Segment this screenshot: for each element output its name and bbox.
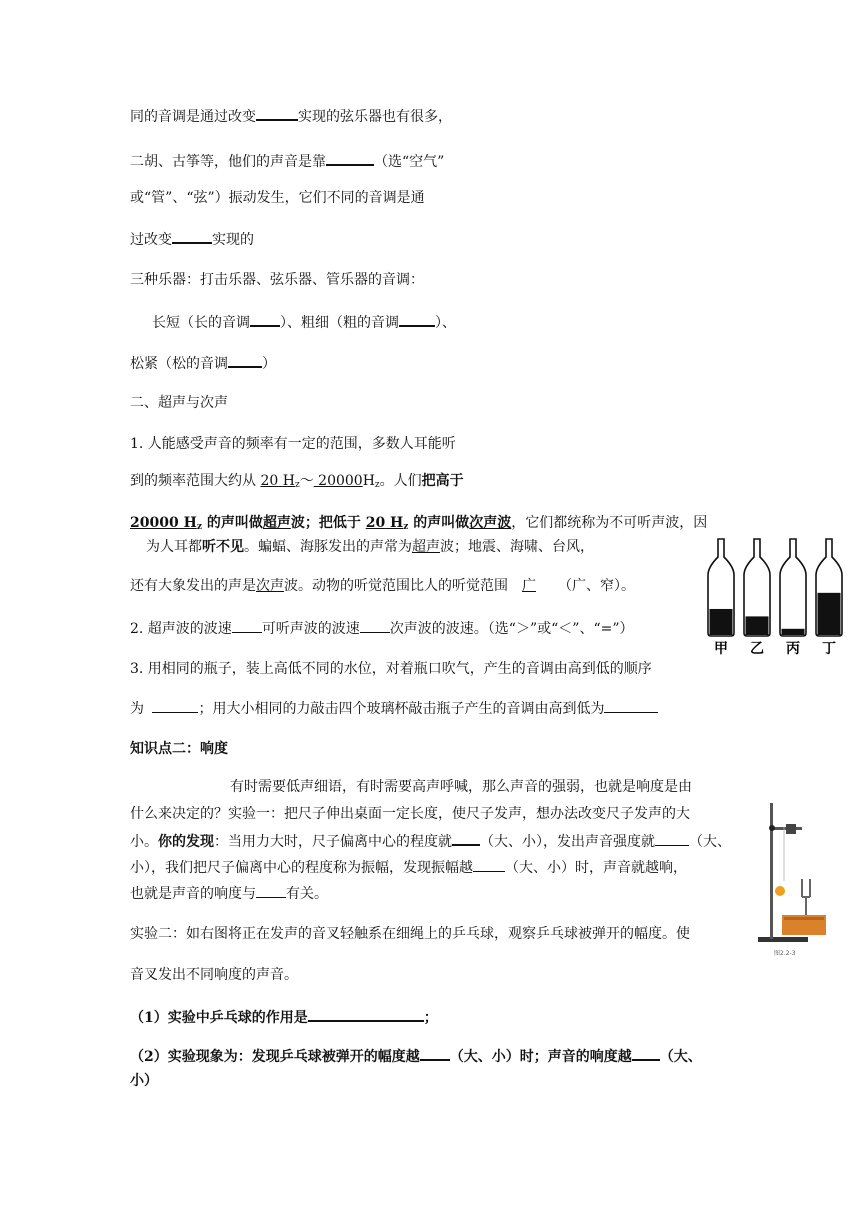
text: 的声叫做 bbox=[408, 515, 470, 531]
fill-blank[interactable] bbox=[256, 105, 298, 121]
ping-pong-ball bbox=[775, 886, 785, 896]
text: ）、粗细（粗的音调 bbox=[280, 315, 399, 331]
bottle-label: 丁 bbox=[822, 641, 836, 657]
text: （大、小）时，声音就越响， bbox=[505, 860, 687, 876]
text-line bbox=[130, 883, 328, 904]
text-line bbox=[130, 105, 452, 127]
text: ～ bbox=[299, 473, 314, 489]
fill-blank[interactable] bbox=[172, 228, 212, 244]
text: 。人们 bbox=[379, 473, 422, 489]
text-line: 三种乐器：打击乐器、弦乐器、管乐器的音调： bbox=[130, 272, 424, 288]
text: 松紧（松的音调 bbox=[130, 356, 228, 372]
text: ：当用力大时，尺子偏离中心的程度就 bbox=[214, 834, 452, 850]
text: ）、 bbox=[435, 315, 456, 331]
clamp bbox=[769, 825, 775, 831]
text: z bbox=[374, 480, 380, 490]
text-line: 或“管”、“弦”）振动发生，它们不同的音调是通 bbox=[130, 190, 425, 206]
bottle-water-fill bbox=[746, 616, 769, 635]
fill-blank[interactable] bbox=[308, 1006, 424, 1022]
answer: 次声波 bbox=[469, 515, 512, 531]
answer: 超声 bbox=[262, 515, 291, 531]
bottles-figure bbox=[702, 533, 848, 658]
answer: 次声 bbox=[256, 578, 284, 594]
text-line bbox=[130, 228, 254, 250]
bottle-water-fill bbox=[782, 629, 805, 635]
stand-rod bbox=[770, 803, 773, 939]
text-line: 有时需要低声细语，有时需要高声呼喊，那么声音的强弱，也就是响度是由 bbox=[230, 779, 692, 795]
text: ，它们都统称为不可听声波，因 bbox=[511, 515, 708, 531]
text: （大、 bbox=[689, 834, 731, 850]
box-edge bbox=[784, 917, 824, 920]
text-line bbox=[152, 311, 456, 333]
bottle bbox=[780, 539, 806, 636]
text-line bbox=[130, 513, 707, 537]
text: 有关。 bbox=[286, 886, 328, 902]
text: 也就是声音的响度与 bbox=[130, 886, 256, 902]
text: ；用大小相同的力敲击四个玻璃杯敲击瓶子产生的音调由高到低为 bbox=[198, 701, 605, 717]
text-line bbox=[130, 830, 731, 852]
answer: 20000 bbox=[318, 473, 363, 489]
text: 到的频率范围大约从 bbox=[130, 473, 261, 489]
text: 小），我们把尺子偏离中心的程度称为振幅，发现振幅越 bbox=[130, 860, 473, 876]
fill-blank[interactable] bbox=[250, 311, 280, 327]
text-line bbox=[130, 618, 634, 639]
fill-blank[interactable] bbox=[256, 883, 286, 898]
text: 波。动物的听觉范围比人的听觉范围 bbox=[284, 578, 508, 594]
text: 把高于 bbox=[421, 473, 464, 489]
text: ； bbox=[423, 1010, 438, 1026]
text: （2）实验现象为：发现乒乓球被弹开的幅度越 bbox=[130, 1049, 420, 1065]
text-line bbox=[130, 471, 464, 495]
text: 波；把低于 bbox=[290, 515, 366, 531]
text: 为 bbox=[130, 701, 149, 717]
text: 过改变 bbox=[130, 232, 172, 248]
section-heading: 二、超声与次声 bbox=[130, 395, 228, 411]
text-line bbox=[130, 150, 444, 172]
fill-blank[interactable] bbox=[655, 831, 689, 846]
question-line bbox=[130, 1006, 438, 1028]
question-line: 小） bbox=[130, 1073, 158, 1089]
text: （大、 bbox=[659, 1049, 702, 1065]
fill-blank[interactable] bbox=[326, 150, 374, 166]
question-line bbox=[130, 1045, 702, 1067]
text: 实现的 bbox=[212, 232, 254, 248]
fill-blank[interactable] bbox=[632, 1045, 660, 1061]
text: 听不见 bbox=[202, 539, 244, 555]
fill-blank[interactable] bbox=[604, 698, 658, 713]
text: （大、小）时；声音的响度越 bbox=[449, 1049, 632, 1065]
text-line bbox=[130, 857, 687, 878]
text: 同的音调是通过改变 bbox=[130, 109, 256, 125]
text-line bbox=[130, 698, 658, 719]
text: 次声波的波速。（选“＞”或“＜”、“=”） bbox=[389, 621, 634, 637]
answer: 20 $H_z$ bbox=[260, 473, 300, 490]
text: 为人耳都 bbox=[146, 539, 202, 555]
text: 二胡、古筝等，他们的声音是靠 bbox=[130, 154, 326, 170]
fill-blank[interactable] bbox=[228, 352, 262, 368]
tuning-fork-stand-figure bbox=[752, 797, 842, 967]
text: 长短（长的音调 bbox=[152, 315, 250, 331]
text: 实现的弦乐器也有很多， bbox=[298, 109, 452, 125]
fill-blank[interactable] bbox=[452, 830, 480, 846]
answer: 广 bbox=[522, 578, 536, 594]
fill-blank[interactable] bbox=[399, 311, 435, 327]
text: ） bbox=[262, 356, 276, 372]
text: 波；地震、海啸、台风， bbox=[440, 539, 594, 555]
clamp-head bbox=[786, 824, 796, 834]
text: 你的发现 bbox=[158, 834, 214, 850]
bottle-label: 丙 bbox=[786, 641, 800, 657]
fill-blank[interactable] bbox=[232, 618, 262, 633]
text: 还有大象发出的声是 bbox=[130, 578, 256, 594]
figure-caption: 图2.2-3 bbox=[774, 950, 796, 957]
text: 可听声波的波速 bbox=[261, 621, 360, 637]
text-line bbox=[130, 352, 276, 374]
text-line bbox=[146, 537, 594, 557]
bottle-water-fill bbox=[818, 593, 841, 635]
text: （1）实验中乒乓球的作用是 bbox=[130, 1010, 308, 1026]
answer: 20000 $H_z$ bbox=[130, 515, 202, 532]
text-line bbox=[130, 576, 635, 596]
text: （广、窄）。 bbox=[558, 578, 635, 594]
text-line: 1. 人能感受声音的频率有一定的范围，多数人耳能听 bbox=[130, 436, 456, 452]
text: 小。 bbox=[130, 834, 158, 850]
bottle-label: 乙 bbox=[750, 641, 764, 657]
answer: 20 $H_z$ bbox=[365, 515, 409, 532]
bottle-label: 甲 bbox=[714, 641, 728, 657]
fill-blank[interactable] bbox=[420, 1045, 450, 1061]
text-line: 什么来决定的？实验一：把尺子伸出桌面一定长度，使尺子发声，想办法改变尺子发声的大 bbox=[130, 806, 690, 822]
bottle-water-fill bbox=[710, 609, 733, 635]
fill-blank[interactable] bbox=[152, 698, 198, 713]
text: （大、小），发出声音强度就 bbox=[480, 834, 655, 850]
text: H bbox=[362, 473, 375, 489]
fill-blank[interactable] bbox=[360, 618, 390, 633]
text: 。蝙蝠、海豚发出的声常为 bbox=[244, 539, 412, 555]
answer: 超声 bbox=[412, 539, 440, 555]
stand-base bbox=[758, 937, 808, 942]
text: 2. 超声波的波速 bbox=[130, 621, 232, 637]
section-heading: 知识点二：响度 bbox=[130, 741, 228, 757]
text-line: 3. 用相同的瓶子，装上高低不同的水位，对着瓶口吹气，产生的音调由高到低的顺序 bbox=[130, 661, 652, 677]
fill-blank[interactable] bbox=[473, 857, 505, 872]
text: 的声叫做 bbox=[201, 515, 263, 531]
text-line: 实验二：如右图将正在发声的音叉轻触系在细绳上的乒乓球，观察乒乓球被弹开的幅度。使 bbox=[130, 926, 690, 942]
text-line: 音叉发出不同响度的声音。 bbox=[130, 967, 298, 983]
text: （选“空气” bbox=[374, 154, 445, 170]
